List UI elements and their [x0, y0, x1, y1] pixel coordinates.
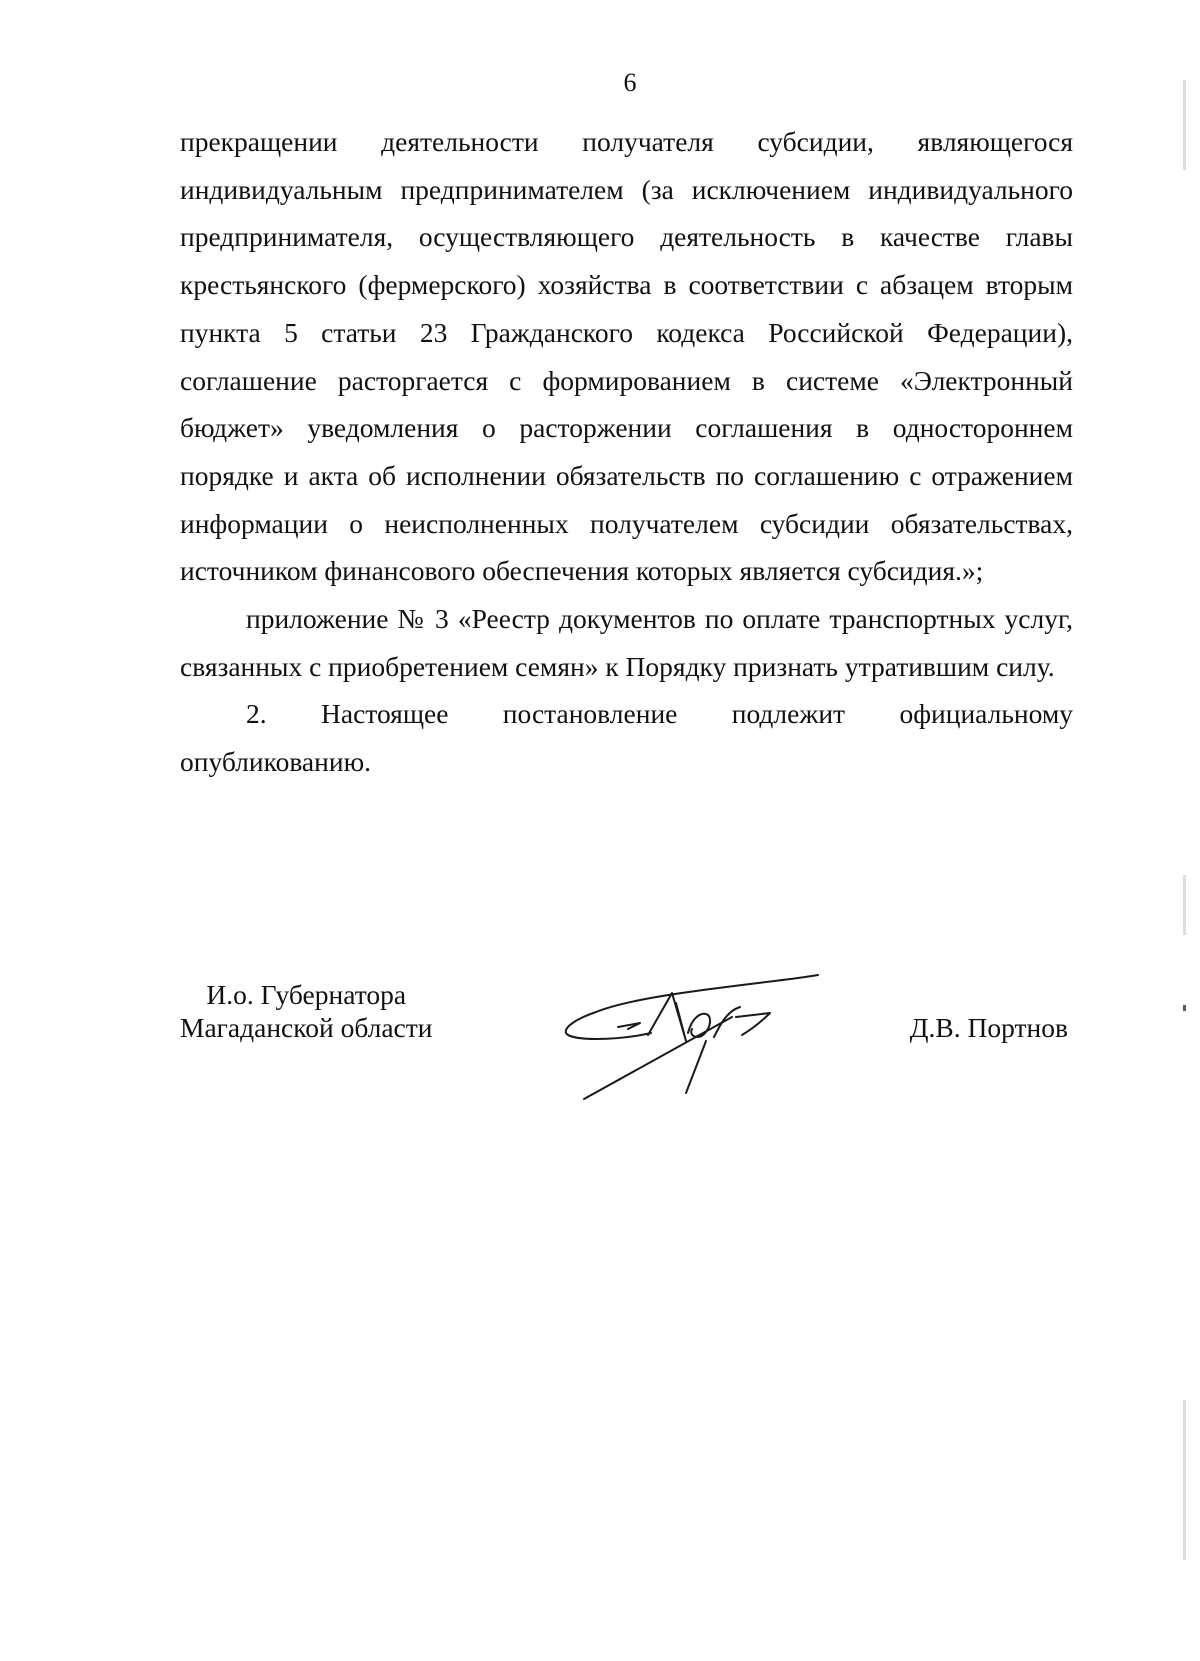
page-number: 6	[623, 68, 637, 97]
paragraph-termination-clause: прекращении деятельности получателя субсидии, являющегося индивидуальным предпринимателем (за исключением индивидуального предпринимателя, осуществляющего деятельность в качестве главы крестьянского (фермерского) хозяйства в соответствии с абзацем вторым пункта 5 статьи 23 Гражданского кодекса Российской Федерации), соглашение расторгается с формированием в системе «Электронный бюджет» уведомления о расторжении соглашения в одностороннем порядке и акта об исполнении обязательств по соглашению с отражением информации о неисполненных получателем субсидии обязательствах, источником финансового обеспечения которых является субсидия.»;	[180, 126, 1073, 587]
signer-position-line1: И.о. Губернатора	[206, 979, 407, 1010]
signer-name: Д.В. Портнов	[909, 1012, 1068, 1043]
paragraph-publication: 2. Настоящее постановление подлежит официальному опубликованию.	[180, 698, 1073, 778]
scan-edge-speck	[1183, 80, 1186, 170]
paragraph-appendix-repeal: приложение № 3 «Реестр документов по оплате транспортных услуг, связанных с приобретением семян» к Порядку признать утратившим силу.	[180, 603, 1073, 682]
document-body	[180, 118, 1073, 786]
signer-position	[180, 978, 433, 1044]
signature-block	[180, 978, 1073, 1128]
scan-edge-speck	[1183, 1005, 1186, 1011]
scan-edge-speck	[1183, 875, 1186, 935]
scan-edge-speck	[1183, 1400, 1186, 1560]
signer-position-line2: Магаданской области	[180, 1012, 433, 1043]
handwritten-signature	[556, 957, 836, 1107]
